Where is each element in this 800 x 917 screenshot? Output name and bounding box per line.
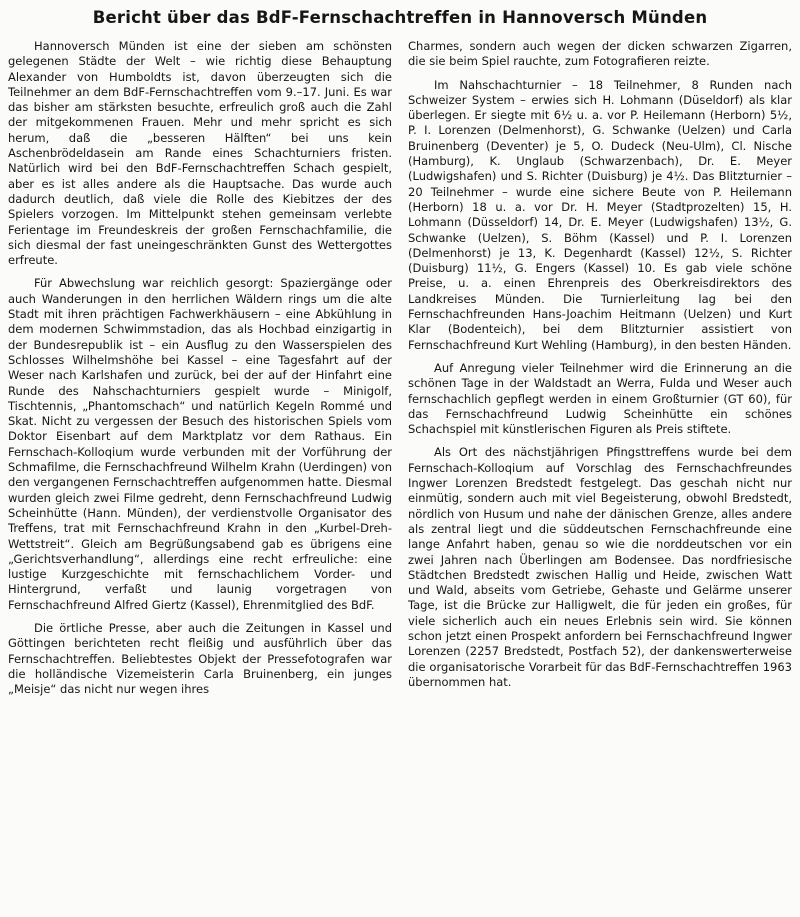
article-body xyxy=(8,39,792,705)
paragraph: Als Ort des nächstjährigen Pfingsttreffens wurde bei dem Fernschach-Kolloqium auf Vorschlag des Fernschachfreundes Ingwer Lorenzen Bredstedt festgelegt. Das geschah nicht nur einmütig, sondern auch mit viel Begeisterung, obwohl Bredstedt, nördlich von Husum und nahe der dänischen Grenze, alles andere als zentral liegt und die süddeutschen Fernschachfreunde eine lange Anfahrt haben, genau so wie die norddeutschen vor ein zwei Jahren nach Überlingen am Bodensee. Das nordfriesische Städtchen Bredstedt zwischen Hallig und Heide, zwischen Watt und Wald, abseits vom Getriebe, Gehaste und Gelärme unserer Tage, ist die Brücke zur Halligwelt, die für jeden ein großes, für viele sicherlich auch ein neues Erlebnis sein wird. Sie können schon jetzt einen Prospekt anfordern bei Fernschachfreund Ingwer Lorenzen (2257 Bredstedt, Postfach 52), der dankenswerterweise die organisatorische Vorarbeit für das BdF-Fernschachtreffen 1963 übernommen hat. xyxy=(408,445,792,689)
right-column xyxy=(408,39,792,705)
paragraph: Im Nahschachturnier – 18 Teilnehmer, 8 Runden nach Schweizer System – erwies sich H. Lohmann (Düseldorf) als klar überlegen. Er siegte mit 6½ u. a. vor P. Heilemann (Herborn) 5½, P. I. Lorenzen (Delmenhorst), G. Schwanke (Uelzen) und Carla Bruinenberg (Deventer) je 5, O. Dudeck (Neu-Ulm), Cl. Nische (Hamburg), K. Unglaub (Schwarzenbach), Dr. E. Meyer (Ludwigshafen) und S. Richter (Duisburg) je 4½. Das Blitzturnier – 20 Teilnehmer – wurde eine sichere Beute von P. Heilemann (Herborn) 18 u. a. vor Dr. H. Meyer (Stadtprozelten) 15, H. Lohmann (Düsseldorf) 14, Dr. E. Meyer (Ludwigshafen) 13½, G. Schwanke (Uelzen), S. Böhm (Kassel) und P. I. Lorenzen (Delmenhorst) je 13, K. Degenhardt (Kassel) 12½, S. Richter (Duisburg) 11½, G. Engers (Kassel) 10. Es gab viele schöne Preise, u. a. einen Ehrenpreis des Oberkreisdirektors des Landkreises Münden. Die Turnierleitung lag bei den Fernschachfreunden Hans-Joachim Heitmann (Uelzen) und Kurt Klar (Bodenteich), bei dem Blitzturnier assistiert von Fernschachfreund Kurt Wehling (Hamburg), in den besten Händen. xyxy=(408,77,792,352)
paragraph: Für Abwechslung war reichlich gesorgt: Spaziergänge oder auch Wanderungen in den herrlichen Wäldern rings um die alte Stadt mit ihren prächtigen Fachwerkhäusern – eine Abkühlung in dem modernen Schwimmstadion, das als Hochbad einzigartig in der Bundesrepublik ist – ein Ausflug zu den Wasserspielen des Schlosses Wilhelmshöhe bei Kassel – eine Tagesfahrt auf der Weser nach Karlshafen und zurück, bei der auf der Hinfahrt eine Runde des Nahschachturniers gespielt wurde – Minigolf, Tischtennis, „Phantomschach“ und natürlich Kegeln Rommé und Skat. Nicht zu vergessen der Besuch des historischen Spiels vom Doktor Eisenbart auf dem Marktplatz vor dem Rathaus. Ein Fernschach-Kolloqium wurde verbunden mit der Vorführung der Schmafilme, die Fernschachfreund Wilhelm Krahn (Uerdingen) von den vergangenen Fernschachtreffen aufgenommen hatte. Diesmal wurden gleich zwei Filme gedreht, denn Fernschachfreund Ludwig Scheinhütte (Hann. Münden), der verdienstvolle Organisator des Treffens, trat mit Fernschachfreund Krahn in den „Kurbel-Dreh-Wettstreit“. Gleich am Begrüßungsabend gab es übrigens eine „Gerichtsverhandlung“, allerdings eine recht erfreuliche: eine lustige Kurzgeschichte mit fernschachlichem Vorder- und Hintergrund, verfaßt und launig vorgetragen von Fernschachfreund Alfred Giertz (Kassel), Ehrenmitglied des BdF. xyxy=(8,276,392,612)
paragraph: Hannoversch Münden ist eine der sieben am schönsten gelegenen Städte der Welt – wie richtig diese Behauptung Alexander von Humboldts ist, davon überzeugten sich die Teilnehmer an dem BdF-Fernschachtreffen vom 9.–17. Juni. Es war das bisher am stärksten besuchte, erfreulich groß auch die Zahl der mitgekommenen Frauen. Mehr und mehr spricht es sich herum, daß die „besseren Hälften“ bei uns kein Aschenbrödeldasein am Rande eines Schachturniers fristen. Natürlich wird bei den BdF-Fernschachtreffen Schach gespielt, aber es ist alles andere als die Hauptsache. Das wurde auch dadurch deutlich, daß viele die Rolle des Kiebitzes der des Spielers vorzogen. Im Mittelpunkt stehen gemeinsam verlebte Ferientage im Freundeskreis der großen Fernschachfamilie, die sich diesmal der fast uneingeschränkten Gunst des Wettergottes erfreute. xyxy=(8,39,392,268)
article-headline: Bericht über das BdF-Fernschachtreffen in Hannoversch Münden xyxy=(92,8,708,27)
left-column xyxy=(8,39,392,705)
paragraph: Auf Anregung vieler Teilnehmer wird die Erinnerung an die schönen Tage in der Waldstadt an Werra, Fulda und Weser auch fernschachlich gepflegt werden in einem Großturnier (GT 60), für das Fernschachfreund Ludwig Scheinhütte ein schönes Schachspiel mit künstlerischen Figuren als Preis stiftete. xyxy=(408,360,792,437)
paragraph: Charmes, sondern auch wegen der dicken schwarzen Zigarren, die sie beim Spiel rauchte, zum Fotografieren reizte. xyxy=(408,39,792,69)
paragraph: Die örtliche Presse, aber auch die Zeitungen in Kassel und Göttingen berichteten recht fleißig und ausführlich über das Fernschachtreffen. Beliebtestes Objekt der Pressefotografen war die holländische Vizemeisterin Carla Bruinenberg, ein junges „Meisje“ das nicht nur wegen ihres xyxy=(8,620,392,697)
